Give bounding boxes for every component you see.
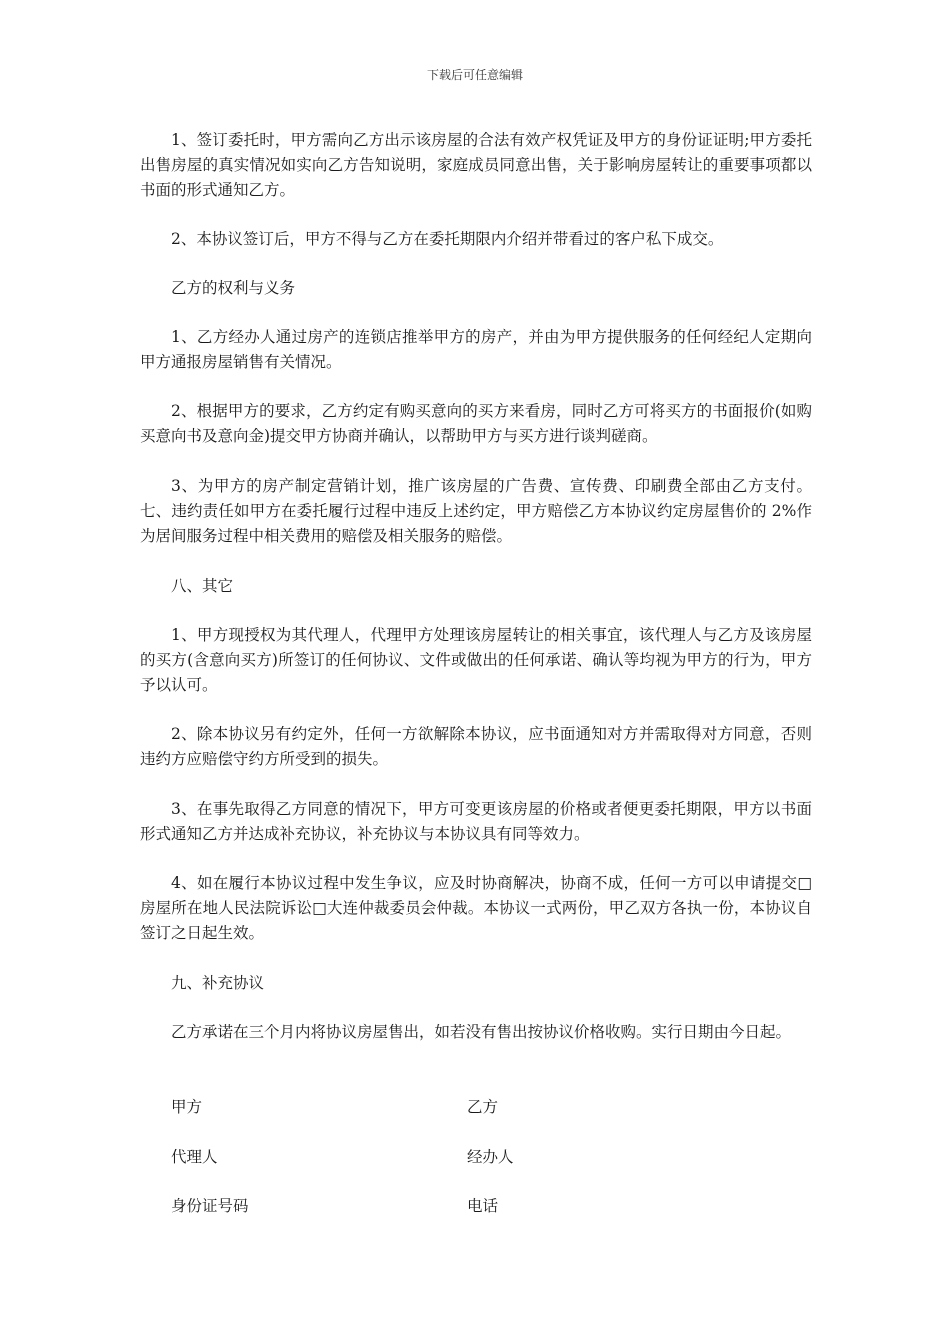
paragraph-10 [140,1020,812,1045]
paragraph-text: 4、如在履行本协议过程中发生争议，应及时协商解决，协商不成，任何一方可以申请提交□房屋所在地人民法院诉讼□大连仲裁委员会仲裁。本协议一式两份，甲乙双方各执一份，本协议自签订之日起生效。 [140,874,812,942]
signature-id-number: 身份证号码 [171,1197,249,1215]
paragraph-text: 2、根据甲方的要求，乙方约定有购买意向的买方来看房，同时乙方可将买方的书面报价(如购买意向书及意向金)提交甲方协商并确认，以帮助甲方与买方进行谈判磋商。 [140,402,812,445]
paragraph-1 [140,128,812,203]
paragraph-text: 2、除本协议另有约定外，任何一方欲解除本协议，应书面通知对方并需取得对方同意，否则违约方应赔偿守约方所受到的损失。 [140,725,812,768]
signature-agent: 代理人 [171,1148,218,1166]
paragraph-6 [140,623,812,698]
paragraph-text: 3、在事先取得乙方同意的情况下，甲方可变更该房屋的价格或者便更委托期限，甲方以书面形式通知乙方并达成补充协议，补充协议与本协议具有同等效力。 [140,800,812,843]
page-header: 下载后可任意编辑 [426,68,523,82]
paragraph-text: 1、甲方现授权为其代理人，代理甲方处理该房屋转让的相关事宜，该代理人与乙方及该房屋的买方(含意向买方)所签订的任何协议、文件或做出的任何承诺、确认等均视为甲方的行为，甲方予以认可。 [140,626,812,694]
paragraph-text: 1、签订委托时，甲方需向乙方出示该房屋的合法有效产权凭证及甲方的身份证证明;甲方委托出售房屋的真实情况如实向乙方告知说明，家庭成员同意出售，关于影响房屋转让的重要事项都以书面的形式通知乙方。 [140,131,812,199]
paragraph-5 [140,474,812,549]
paragraph-text: 2、本协议签订后，甲方不得与乙方在委托期限内介绍并带看过的客户私下成交。 [171,230,724,248]
heading-text: 乙方的权利与义务 [171,279,296,297]
paragraph-2 [140,227,812,252]
heading-text: 九、补充协议 [171,974,265,992]
paragraph-4 [140,399,812,449]
paragraph-3 [140,325,812,375]
paragraph-8 [140,797,812,847]
section-heading-party-b-rights [140,276,812,301]
section-heading-supplement [140,971,812,996]
signature-party-b: 乙方 [467,1098,499,1116]
section-heading-other [140,574,812,599]
paragraph-text: 3、为甲方的房产制定营销计划，推广该房屋的广告费、宣传费、印刷费全部由乙方支付。七、违约责任如甲方在委托履行过程中违反上述约定，甲方赔偿乙方本协议约定房屋售价的 2%作为居间服务过程中相关费用的赔偿及相关服务的赔偿。 [140,477,812,545]
heading-text: 八、其它 [171,577,234,595]
signature-party-a: 甲方 [171,1098,203,1116]
paragraph-text: 乙方承诺在三个月内将协议房屋售出，如若没有售出按协议价格收购。实行日期由今日起。 [171,1023,792,1041]
signature-phone: 电话 [467,1197,499,1215]
paragraph-9 [140,871,812,946]
signature-handler: 经办人 [467,1148,514,1166]
paragraph-text: 1、乙方经办人通过房产的连锁店推举甲方的房产，并由为甲方提供服务的任何经纪人定期向甲方通报房屋销售有关情况。 [140,328,812,371]
paragraph-7 [140,722,812,772]
